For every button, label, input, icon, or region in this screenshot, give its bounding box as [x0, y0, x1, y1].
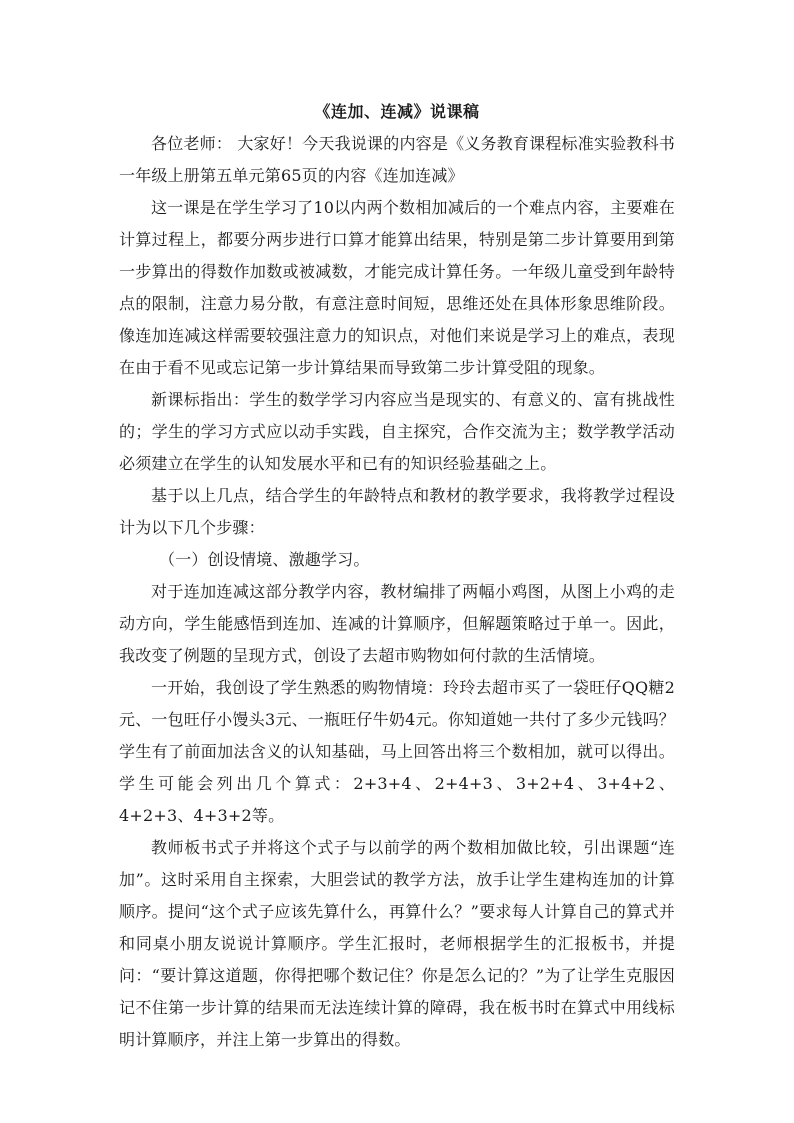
paragraph-greeting: 各位老师： 大家好！今天我说课的内容是《义务教育课程标准实验教科书一年级上册第五单元第65页的内容《连加连减》 [119, 134, 675, 185]
paragraph-textbook: 对于连加连减这部分教学内容，教材编排了两幅小鸡图，从图上小鸡的走动方向，学生能感悟到连加、连减的计算顺序，但解题策略过于单一。因此，我改变了例题的呈现方式，创设了去超市购物如何付款的生活情境。 [119, 582, 675, 665]
paragraph-design: 基于以上几点，结合学生的年龄特点和教材的教学要求，我将教学过程设计为以下几个步骤： [119, 486, 675, 537]
document-title: 《连加、连减》说课稿 [314, 102, 480, 121]
section-heading-step-1: （一）创设情境、激趣学习。 [159, 550, 370, 569]
paragraph-shopping: 一开始，我创设了学生熟悉的购物情境：玲玲去超市买了一袋旺仔QQ糖2元、一包旺仔小馒头3元、一瓶旺仔牛奶4元。你知道她一共付了多少元钱吗？学生有了前面加法含义的认知基础，马上回答出将三个数相加，就可以得出。学生可能会列出几个算式：2+3+4、2+4+3、3+2+4、3+4+2、4+2+3、4+3+2等。 [119, 678, 675, 825]
paragraph-board: 教师板书式子并将这个式子与以前学的两个数相加做比较，引出课题“连加”。这时采用自主探索，大胆尝试的教学方法，放手让学生建构连加的计算顺序。提问“这个式子应该先算什么，再算什么？”要求每人计算自己的算式并和同桌小朋友说说计算顺序。学生汇报时，老师根据学生的汇报板书，并提问：“要计算这道题，你得把哪个数记住？你是怎么记的？”为了让学生克服因记不住第一步计算的结果而无法连续计算的障碍，我在板书时在算式中用线标明计算顺序，并注上第一步算出的得数。 [119, 838, 675, 1049]
paragraph-difficulty: 这一课是在学生学习了10以内两个数相加减后的一个难点内容，主要难在计算过程上，都要分两步进行口算才能算出结果，特别是第二步计算要用到第一步算出的得数作加数或被减数，才能完成计算任务。一年级儿童受到年龄特点的限制，注意力易分散，有意注意时间短，思维还处在具体形象思维阶段。像连加连减这样需要较强注意力的知识点，对他们来说是学习上的难点，表现在由于看不见或忘记第一步计算结果而导致第二步计算受阻的现象。 [119, 198, 675, 377]
paragraph-curriculum: 新课标指出：学生的数学学习内容应当是现实的、有意义的、富有挑战性的；学生的学习方式应以动手实践，自主探究，合作交流为主；数学教学活动必须建立在学生的认知发展水平和已有的知识经验基础之上。 [119, 390, 675, 473]
document-page [119, 96, 675, 1056]
